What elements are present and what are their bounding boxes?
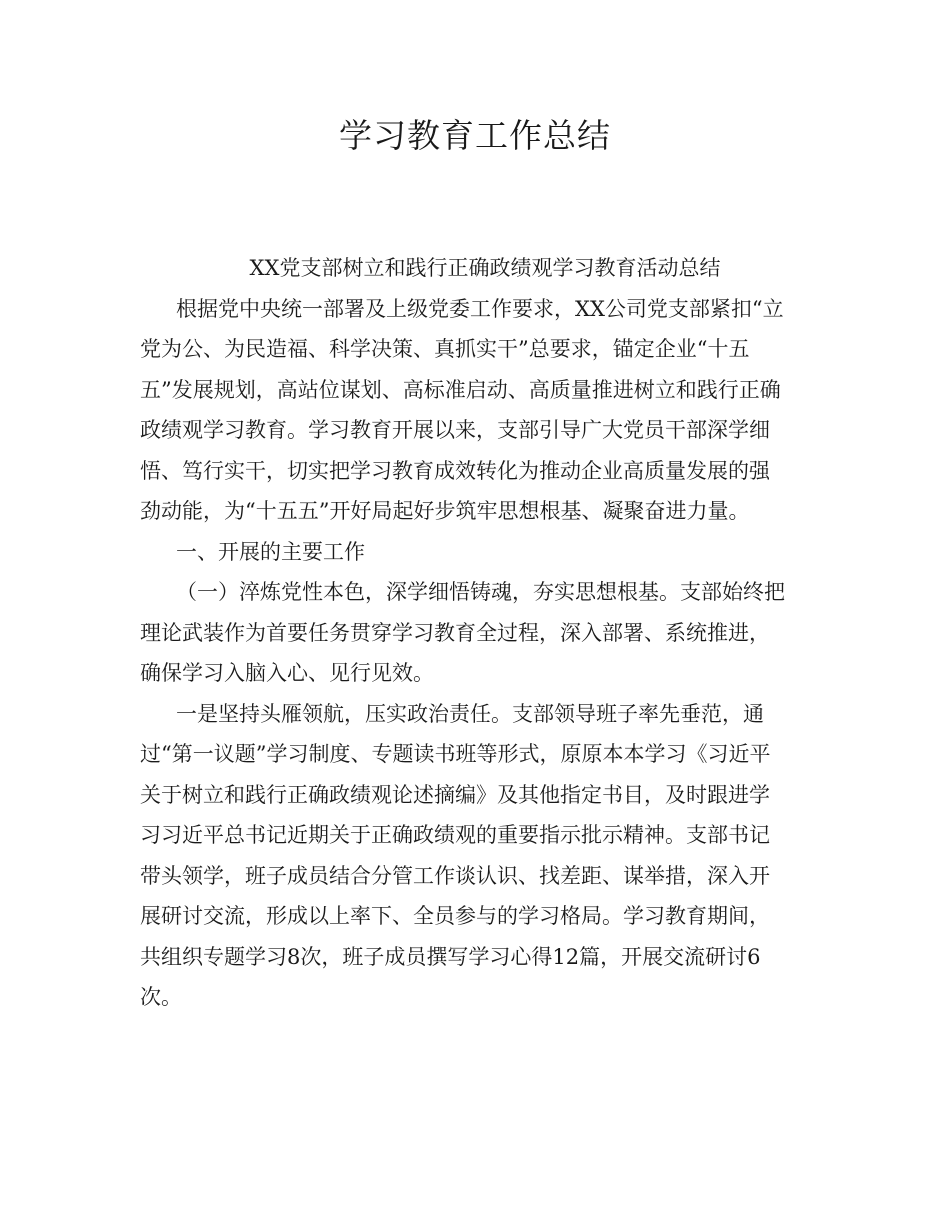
text-line: 过“第一议题”学习制度、专题读书班等形式，原原本本学习《习近平 bbox=[140, 742, 771, 766]
text-line: 劲动能，为“十五五”开好局起好步筑牢思想根基、凝聚奋进力量。 bbox=[140, 499, 750, 523]
text-line: 悟、笃行实干，切实把学习教育成效转化为推动企业高质量发展的强 bbox=[140, 458, 770, 483]
text-line: 政绩观学习教育。学习教育开展以来，支部引导广大党员干部深学细 bbox=[140, 418, 770, 442]
text-line: 确保学习入脑入心、见行见效。 bbox=[140, 661, 434, 685]
text-line: 一是坚持头雁领航，压实政治责任。支部领导班子率先垂范，通 bbox=[176, 701, 764, 726]
document-title: 学习教育工作总结 bbox=[339, 116, 611, 155]
text-line: 党为公、为民造福、科学决策、真抓实干”总要求，锚定企业“十五 bbox=[140, 337, 750, 361]
text-line: 带头领学，班子成员结合分管工作谈认识、找差距、谋举措，深入开 bbox=[140, 863, 770, 888]
section-heading bbox=[140, 532, 810, 573]
document-body bbox=[140, 248, 810, 1018]
paragraph-intro bbox=[140, 289, 810, 532]
paragraph-section-1 bbox=[140, 572, 810, 694]
text-line: 根据党中央统一部署及上级党委工作要求，XX公司党支部紧扣“立 bbox=[176, 296, 784, 321]
text-line: 五”发展规划，高站位谋划、高标准启动、高质量推进树立和践行正确 bbox=[140, 377, 781, 402]
paragraph-item-1 bbox=[140, 694, 810, 1018]
text-line: 理论武装作为首要任务贯穿学习教育全过程，深入部署、系统推进， bbox=[140, 620, 770, 645]
text-line: （一）淬炼党性本色，深学细悟铸魂，夯实思想根基。支部始终把 bbox=[176, 580, 785, 604]
text-line: 关于树立和践行正确政绩观论述摘编》及其他指定书目，及时跟进学 bbox=[140, 782, 770, 807]
text-line: 一、开展的主要工作 bbox=[176, 539, 365, 564]
text-line: 次。 bbox=[140, 985, 182, 1009]
document-subtitle: XX党支部树立和践行正确政绩观学习教育活动总结 bbox=[249, 256, 721, 280]
text-line: 展研讨交流，形成以上率下、全员参与的学习格局。学习教育期间， bbox=[140, 904, 770, 928]
text-line: 共组织专题学习8次，班子成员撰写学习心得12篇，开展交流研讨6 bbox=[140, 944, 761, 969]
text-line: 习习近平总书记近期关于正确政绩观的重要指示批示精神。支部书记 bbox=[140, 823, 770, 847]
